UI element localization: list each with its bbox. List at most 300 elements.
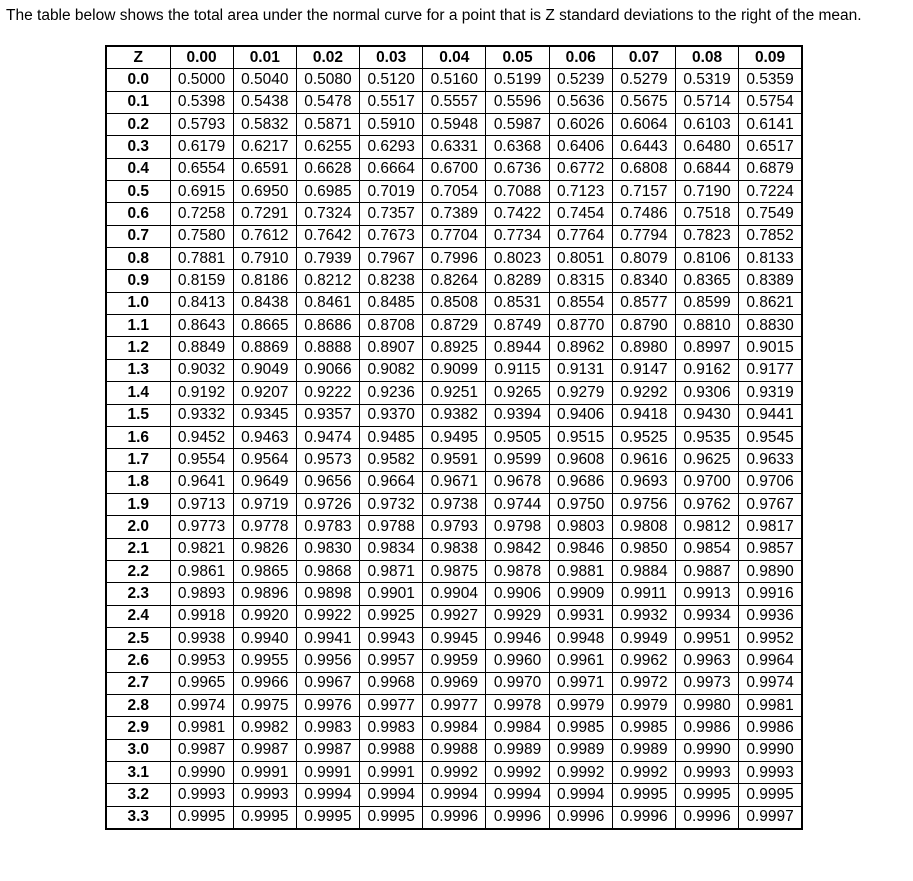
- table-row: [106, 114, 802, 136]
- z-value-cell: 1.7: [106, 449, 170, 471]
- area-value-cell: 0.9671: [423, 471, 486, 493]
- area-value-cell: 0.9515: [549, 426, 612, 448]
- table-row: [106, 449, 802, 471]
- area-value-cell: 0.8238: [360, 270, 423, 292]
- area-value-cell: 0.9992: [486, 762, 549, 784]
- area-value-cell: 0.9898: [296, 583, 359, 605]
- area-value-cell: 0.8531: [486, 292, 549, 314]
- area-value-cell: 0.9564: [233, 449, 296, 471]
- area-value-cell: 0.9976: [296, 694, 359, 716]
- area-value-cell: 0.7518: [676, 203, 739, 225]
- area-value-cell: 0.9875: [423, 560, 486, 582]
- area-value-cell: 0.9931: [549, 605, 612, 627]
- area-value-cell: 0.9904: [423, 583, 486, 605]
- area-value-cell: 0.9887: [676, 560, 739, 582]
- area-value-cell: 0.9762: [676, 493, 739, 515]
- area-value-cell: 0.9854: [676, 538, 739, 560]
- area-value-cell: 0.9975: [233, 694, 296, 716]
- area-value-cell: 0.8264: [423, 270, 486, 292]
- area-value-cell: 0.9664: [360, 471, 423, 493]
- table-row: [106, 270, 802, 292]
- area-value-cell: 0.5596: [486, 91, 549, 113]
- table-row: [106, 806, 802, 829]
- z-value-cell: 3.3: [106, 806, 170, 829]
- area-value-cell: 0.7612: [233, 225, 296, 247]
- area-value-cell: 0.6628: [296, 158, 359, 180]
- area-value-cell: 0.7324: [296, 203, 359, 225]
- area-value-cell: 0.6808: [612, 158, 675, 180]
- z-value-cell: 2.3: [106, 583, 170, 605]
- area-value-cell: 0.9817: [739, 516, 802, 538]
- area-value-cell: 0.5438: [233, 91, 296, 113]
- area-value-cell: 0.7291: [233, 203, 296, 225]
- area-value-cell: 0.9505: [486, 426, 549, 448]
- area-value-cell: 0.6217: [233, 136, 296, 158]
- area-value-cell: 0.9936: [739, 605, 802, 627]
- area-value-cell: 0.5160: [423, 69, 486, 91]
- area-value-cell: 0.7454: [549, 203, 612, 225]
- area-value-cell: 0.9719: [233, 493, 296, 515]
- area-value-cell: 0.7910: [233, 248, 296, 270]
- table-row: [106, 627, 802, 649]
- area-value-cell: 0.9966: [233, 672, 296, 694]
- area-value-cell: 0.7190: [676, 181, 739, 203]
- area-value-cell: 0.9192: [170, 382, 233, 404]
- area-value-cell: 0.8365: [676, 270, 739, 292]
- area-value-cell: 0.7967: [360, 248, 423, 270]
- area-value-cell: 0.9082: [360, 359, 423, 381]
- z-value-cell: 0.0: [106, 69, 170, 91]
- area-value-cell: 0.9131: [549, 359, 612, 381]
- area-value-cell: 0.6331: [423, 136, 486, 158]
- area-value-cell: 0.9306: [676, 382, 739, 404]
- area-value-cell: 0.8997: [676, 337, 739, 359]
- area-value-cell: 0.9981: [739, 694, 802, 716]
- area-value-cell: 0.9878: [486, 560, 549, 582]
- area-value-cell: 0.9961: [549, 650, 612, 672]
- area-value-cell: 0.5398: [170, 91, 233, 113]
- area-value-cell: 0.8389: [739, 270, 802, 292]
- area-value-cell: 0.9756: [612, 493, 675, 515]
- area-value-cell: 0.9049: [233, 359, 296, 381]
- area-value-cell: 0.7422: [486, 203, 549, 225]
- area-value-cell: 0.9319: [739, 382, 802, 404]
- area-value-cell: 0.5000: [170, 69, 233, 91]
- area-value-cell: 0.9826: [233, 538, 296, 560]
- area-value-cell: 0.8729: [423, 315, 486, 337]
- area-value-cell: 0.9995: [296, 806, 359, 829]
- area-value-cell: 0.8438: [233, 292, 296, 314]
- z-value-cell: 1.0: [106, 292, 170, 314]
- area-value-cell: 0.9861: [170, 560, 233, 582]
- area-value-cell: 0.9977: [423, 694, 486, 716]
- area-value-cell: 0.9821: [170, 538, 233, 560]
- table-row: [106, 91, 802, 113]
- table-row: [106, 292, 802, 314]
- area-value-cell: 0.5239: [549, 69, 612, 91]
- area-value-cell: 0.9783: [296, 516, 359, 538]
- area-value-cell: 0.9808: [612, 516, 675, 538]
- z-value-cell: 0.3: [106, 136, 170, 158]
- area-value-cell: 0.9357: [296, 404, 359, 426]
- area-value-cell: 0.7389: [423, 203, 486, 225]
- table-row: [106, 672, 802, 694]
- column-header-z: Z: [106, 46, 170, 69]
- area-value-cell: 0.6844: [676, 158, 739, 180]
- area-value-cell: 0.5359: [739, 69, 802, 91]
- area-value-cell: 0.8599: [676, 292, 739, 314]
- area-value-cell: 0.9265: [486, 382, 549, 404]
- area-value-cell: 0.9495: [423, 426, 486, 448]
- area-value-cell: 0.9773: [170, 516, 233, 538]
- area-value-cell: 0.9979: [549, 694, 612, 716]
- area-value-cell: 0.8944: [486, 337, 549, 359]
- area-value-cell: 0.9251: [423, 382, 486, 404]
- z-value-cell: 0.6: [106, 203, 170, 225]
- table-row: [106, 583, 802, 605]
- area-value-cell: 0.5319: [676, 69, 739, 91]
- z-value-cell: 3.0: [106, 739, 170, 761]
- area-value-cell: 0.7486: [612, 203, 675, 225]
- area-value-cell: 0.9982: [233, 717, 296, 739]
- area-value-cell: 0.9990: [739, 739, 802, 761]
- area-value-cell: 0.5517: [360, 91, 423, 113]
- area-value-cell: 0.5987: [486, 114, 549, 136]
- column-header: 0.09: [739, 46, 802, 69]
- area-value-cell: 0.7734: [486, 225, 549, 247]
- area-value-cell: 0.6879: [739, 158, 802, 180]
- area-value-cell: 0.5793: [170, 114, 233, 136]
- area-value-cell: 0.9985: [612, 717, 675, 739]
- table-row: [106, 694, 802, 716]
- area-value-cell: 0.8315: [549, 270, 612, 292]
- area-value-cell: 0.6103: [676, 114, 739, 136]
- area-value-cell: 0.5714: [676, 91, 739, 113]
- area-value-cell: 0.7019: [360, 181, 423, 203]
- area-value-cell: 0.7258: [170, 203, 233, 225]
- z-value-cell: 0.5: [106, 181, 170, 203]
- area-value-cell: 0.8051: [549, 248, 612, 270]
- area-value-cell: 0.6179: [170, 136, 233, 158]
- area-value-cell: 0.9788: [360, 516, 423, 538]
- area-value-cell: 0.9988: [423, 739, 486, 761]
- area-value-cell: 0.9995: [612, 784, 675, 806]
- area-value-cell: 0.8925: [423, 337, 486, 359]
- area-value-cell: 0.9995: [170, 806, 233, 829]
- table-row: [106, 493, 802, 515]
- table-row: [106, 471, 802, 493]
- area-value-cell: 0.9686: [549, 471, 612, 493]
- area-value-cell: 0.9987: [170, 739, 233, 761]
- area-value-cell: 0.8023: [486, 248, 549, 270]
- area-value-cell: 0.9778: [233, 516, 296, 538]
- z-value-cell: 0.9: [106, 270, 170, 292]
- area-value-cell: 0.9463: [233, 426, 296, 448]
- z-value-cell: 1.1: [106, 315, 170, 337]
- area-value-cell: 0.9744: [486, 493, 549, 515]
- area-value-cell: 0.9812: [676, 516, 739, 538]
- area-value-cell: 0.6664: [360, 158, 423, 180]
- area-value-cell: 0.8869: [233, 337, 296, 359]
- area-value-cell: 0.9951: [676, 627, 739, 649]
- area-value-cell: 0.9988: [360, 739, 423, 761]
- area-value-cell: 0.6443: [612, 136, 675, 158]
- area-value-cell: 0.7704: [423, 225, 486, 247]
- area-value-cell: 0.9989: [612, 739, 675, 761]
- area-value-cell: 0.9382: [423, 404, 486, 426]
- area-value-cell: 0.9922: [296, 605, 359, 627]
- column-header: 0.00: [170, 46, 233, 69]
- area-value-cell: 0.9994: [360, 784, 423, 806]
- z-value-cell: 3.2: [106, 784, 170, 806]
- area-value-cell: 0.6736: [486, 158, 549, 180]
- table-row: [106, 337, 802, 359]
- area-value-cell: 0.9884: [612, 560, 675, 582]
- area-value-cell: 0.9608: [549, 449, 612, 471]
- area-value-cell: 0.9994: [486, 784, 549, 806]
- area-value-cell: 0.8133: [739, 248, 802, 270]
- area-value-cell: 0.9995: [739, 784, 802, 806]
- area-value-cell: 0.9965: [170, 672, 233, 694]
- z-value-cell: 2.9: [106, 717, 170, 739]
- area-value-cell: 0.9452: [170, 426, 233, 448]
- area-value-cell: 0.8962: [549, 337, 612, 359]
- area-value-cell: 0.8849: [170, 337, 233, 359]
- area-value-cell: 0.9162: [676, 359, 739, 381]
- area-value-cell: 0.8888: [296, 337, 359, 359]
- area-value-cell: 0.9990: [676, 739, 739, 761]
- area-value-cell: 0.8106: [676, 248, 739, 270]
- area-value-cell: 0.7881: [170, 248, 233, 270]
- area-value-cell: 0.9345: [233, 404, 296, 426]
- area-value-cell: 0.9430: [676, 404, 739, 426]
- table-row: [106, 69, 802, 91]
- z-value-cell: 1.5: [106, 404, 170, 426]
- area-value-cell: 0.5478: [296, 91, 359, 113]
- area-value-cell: 0.8554: [549, 292, 612, 314]
- area-value-cell: 0.9995: [233, 806, 296, 829]
- area-value-cell: 0.8980: [612, 337, 675, 359]
- area-value-cell: 0.9656: [296, 471, 359, 493]
- area-value-cell: 0.9990: [170, 762, 233, 784]
- area-value-cell: 0.9418: [612, 404, 675, 426]
- z-value-cell: 0.1: [106, 91, 170, 113]
- area-value-cell: 0.9948: [549, 627, 612, 649]
- table-row: [106, 650, 802, 672]
- area-value-cell: 0.6026: [549, 114, 612, 136]
- area-value-cell: 0.9896: [233, 583, 296, 605]
- area-value-cell: 0.9545: [739, 426, 802, 448]
- area-value-cell: 0.9984: [423, 717, 486, 739]
- table-row: [106, 560, 802, 582]
- area-value-cell: 0.9979: [612, 694, 675, 716]
- area-value-cell: 0.9952: [739, 627, 802, 649]
- area-value-cell: 0.9798: [486, 516, 549, 538]
- area-value-cell: 0.5754: [739, 91, 802, 113]
- area-value-cell: 0.8830: [739, 315, 802, 337]
- area-value-cell: 0.8686: [296, 315, 359, 337]
- area-value-cell: 0.7939: [296, 248, 359, 270]
- z-value-cell: 1.8: [106, 471, 170, 493]
- area-value-cell: 0.9986: [676, 717, 739, 739]
- area-value-cell: 0.9222: [296, 382, 359, 404]
- area-value-cell: 0.9292: [612, 382, 675, 404]
- area-value-cell: 0.9865: [233, 560, 296, 582]
- area-value-cell: 0.7852: [739, 225, 802, 247]
- area-value-cell: 0.9994: [296, 784, 359, 806]
- z-table-body: [106, 69, 802, 829]
- area-value-cell: 0.6985: [296, 181, 359, 203]
- area-value-cell: 0.9713: [170, 493, 233, 515]
- area-value-cell: 0.9934: [676, 605, 739, 627]
- area-value-cell: 0.9842: [486, 538, 549, 560]
- table-row: [106, 717, 802, 739]
- column-header: 0.08: [676, 46, 739, 69]
- area-value-cell: 0.8577: [612, 292, 675, 314]
- table-row: [106, 762, 802, 784]
- table-row: [106, 203, 802, 225]
- area-value-cell: 0.5120: [360, 69, 423, 91]
- table-row: [106, 784, 802, 806]
- area-value-cell: 0.9955: [233, 650, 296, 672]
- area-value-cell: 0.9616: [612, 449, 675, 471]
- z-value-cell: 1.3: [106, 359, 170, 381]
- area-value-cell: 0.9987: [296, 739, 359, 761]
- area-value-cell: 0.7996: [423, 248, 486, 270]
- area-value-cell: 0.9857: [739, 538, 802, 560]
- z-table-header: [106, 46, 802, 69]
- area-value-cell: 0.5675: [612, 91, 675, 113]
- area-value-cell: 0.9909: [549, 583, 612, 605]
- column-header: 0.03: [360, 46, 423, 69]
- z-value-cell: 2.0: [106, 516, 170, 538]
- z-value-cell: 3.1: [106, 762, 170, 784]
- area-value-cell: 0.6554: [170, 158, 233, 180]
- area-value-cell: 0.9918: [170, 605, 233, 627]
- area-value-cell: 0.9983: [360, 717, 423, 739]
- area-value-cell: 0.5199: [486, 69, 549, 91]
- area-value-cell: 0.9901: [360, 583, 423, 605]
- area-value-cell: 0.9838: [423, 538, 486, 560]
- area-value-cell: 0.8749: [486, 315, 549, 337]
- table-row: [106, 605, 802, 627]
- area-value-cell: 0.9846: [549, 538, 612, 560]
- area-value-cell: 0.9147: [612, 359, 675, 381]
- area-value-cell: 0.5832: [233, 114, 296, 136]
- area-value-cell: 0.9946: [486, 627, 549, 649]
- area-value-cell: 0.9953: [170, 650, 233, 672]
- area-value-cell: 0.9992: [612, 762, 675, 784]
- area-value-cell: 0.7764: [549, 225, 612, 247]
- area-value-cell: 0.9981: [170, 717, 233, 739]
- area-value-cell: 0.8485: [360, 292, 423, 314]
- area-value-cell: 0.9973: [676, 672, 739, 694]
- area-value-cell: 0.9573: [296, 449, 359, 471]
- area-value-cell: 0.7794: [612, 225, 675, 247]
- area-value-cell: 0.9972: [612, 672, 675, 694]
- area-value-cell: 0.9996: [486, 806, 549, 829]
- area-value-cell: 0.9993: [676, 762, 739, 784]
- area-value-cell: 0.7224: [739, 181, 802, 203]
- area-value-cell: 0.6772: [549, 158, 612, 180]
- area-value-cell: 0.9474: [296, 426, 359, 448]
- header-row: [106, 46, 802, 69]
- area-value-cell: 0.9996: [549, 806, 612, 829]
- area-value-cell: 0.9015: [739, 337, 802, 359]
- area-value-cell: 0.9099: [423, 359, 486, 381]
- z-value-cell: 0.7: [106, 225, 170, 247]
- table-row: [106, 225, 802, 247]
- area-value-cell: 0.9949: [612, 627, 675, 649]
- area-value-cell: 0.9986: [739, 717, 802, 739]
- area-value-cell: 0.9932: [612, 605, 675, 627]
- area-value-cell: 0.9977: [360, 694, 423, 716]
- area-value-cell: 0.7673: [360, 225, 423, 247]
- area-value-cell: 0.9649: [233, 471, 296, 493]
- area-value-cell: 0.9929: [486, 605, 549, 627]
- area-value-cell: 0.9890: [739, 560, 802, 582]
- area-value-cell: 0.9177: [739, 359, 802, 381]
- area-value-cell: 0.8621: [739, 292, 802, 314]
- area-value-cell: 0.9906: [486, 583, 549, 605]
- area-value-cell: 0.9940: [233, 627, 296, 649]
- area-value-cell: 0.9441: [739, 404, 802, 426]
- z-value-cell: 2.7: [106, 672, 170, 694]
- area-value-cell: 0.7088: [486, 181, 549, 203]
- table-row: [106, 359, 802, 381]
- area-value-cell: 0.8643: [170, 315, 233, 337]
- area-value-cell: 0.9633: [739, 449, 802, 471]
- area-value-cell: 0.9997: [739, 806, 802, 829]
- area-value-cell: 0.7823: [676, 225, 739, 247]
- column-header: 0.01: [233, 46, 296, 69]
- area-value-cell: 0.6368: [486, 136, 549, 158]
- area-value-cell: 0.8790: [612, 315, 675, 337]
- area-value-cell: 0.5910: [360, 114, 423, 136]
- area-value-cell: 0.9767: [739, 493, 802, 515]
- area-value-cell: 0.9991: [296, 762, 359, 784]
- area-value-cell: 0.5557: [423, 91, 486, 113]
- area-value-cell: 0.9925: [360, 605, 423, 627]
- z-value-cell: 0.8: [106, 248, 170, 270]
- area-value-cell: 0.9525: [612, 426, 675, 448]
- area-value-cell: 0.9591: [423, 449, 486, 471]
- area-value-cell: 0.9964: [739, 650, 802, 672]
- area-value-cell: 0.9394: [486, 404, 549, 426]
- area-value-cell: 0.9959: [423, 650, 486, 672]
- area-value-cell: 0.7357: [360, 203, 423, 225]
- area-value-cell: 0.9971: [549, 672, 612, 694]
- area-value-cell: 0.9881: [549, 560, 612, 582]
- area-value-cell: 0.9115: [486, 359, 549, 381]
- area-value-cell: 0.9992: [549, 762, 612, 784]
- area-value-cell: 0.6406: [549, 136, 612, 158]
- area-value-cell: 0.7642: [296, 225, 359, 247]
- area-value-cell: 0.9945: [423, 627, 486, 649]
- area-value-cell: 0.7123: [549, 181, 612, 203]
- area-value-cell: 0.7157: [612, 181, 675, 203]
- area-value-cell: 0.8186: [233, 270, 296, 292]
- area-value-cell: 0.9332: [170, 404, 233, 426]
- area-value-cell: 0.9726: [296, 493, 359, 515]
- area-value-cell: 0.9993: [233, 784, 296, 806]
- area-value-cell: 0.9995: [676, 784, 739, 806]
- area-value-cell: 0.9980: [676, 694, 739, 716]
- area-value-cell: 0.9279: [549, 382, 612, 404]
- z-value-cell: 1.4: [106, 382, 170, 404]
- area-value-cell: 0.7549: [739, 203, 802, 225]
- area-value-cell: 0.8413: [170, 292, 233, 314]
